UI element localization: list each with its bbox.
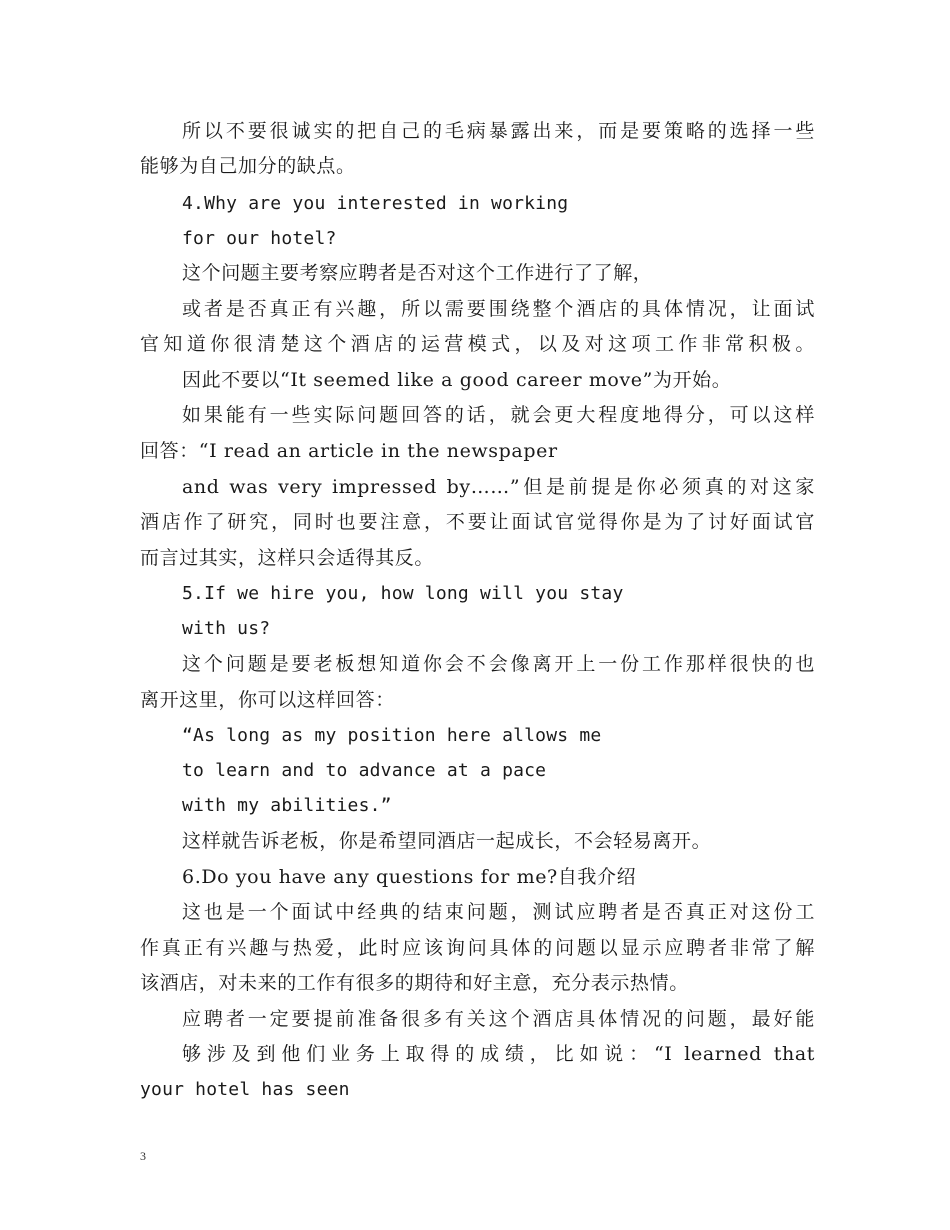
- paragraph-line: 够涉及到他们业务上取得的成绩，比如说：“I learned that: [182, 1043, 815, 1065]
- question-heading: 5.If we hire you, how long will you stay: [182, 583, 624, 604]
- paragraph-line: 所以不要很诚实的把自己的毛病暴露出来，而是要策略的选择一些: [182, 120, 815, 142]
- paragraph-line: 这个问题主要考察应聘者是否对这个工作进行了了解，: [182, 262, 653, 284]
- question-heading: 4.Why are you interested in working: [182, 193, 569, 214]
- paragraph-line: 这个问题是要老板想知道你会不会像离开上一份工作那样很快的也: [182, 653, 815, 675]
- page-number: 3: [140, 1149, 146, 1163]
- paragraph-line: 这也是一个面试中经典的结束问题，测试应聘者是否真正对这份工: [182, 901, 815, 923]
- paragraph-line: 官知道你很清楚这个酒店的运营模式，以及对这项工作非常积极。: [140, 333, 815, 355]
- paragraph-line: 或者是否真正有兴趣，所以需要围绕整个酒店的具体情况，让面试: [182, 298, 815, 320]
- paragraph-line: 该酒店，对未来的工作有很多的期待和好主意，充分表示热情。: [140, 972, 689, 994]
- question-heading: for our hotel?: [182, 228, 337, 249]
- paragraph-line: 回答：“I read an article in the newspaper: [140, 440, 558, 462]
- quote-line: “As long as my position here allows me: [182, 725, 602, 746]
- paragraph-line: 因此不要以“It seemed like a good career move”为开始。: [182, 369, 732, 391]
- paragraph-line: 应聘者一定要提前准备很多有关这个酒店具体情况的问题，最好能: [182, 1008, 815, 1030]
- paragraph-line: your hotel has seen: [140, 1079, 350, 1100]
- paragraph-line: 离开这里，你可以这样回答：: [140, 689, 395, 711]
- quote-line: to learn and to advance at a pace: [182, 760, 547, 781]
- paragraph-line: 而言过其实，这样只会适得其反。: [140, 547, 435, 569]
- question-heading: 6.Do you have any questions for me?自我介绍: [182, 866, 637, 888]
- quote-line: with my abilities.”: [182, 795, 392, 816]
- paragraph-line: 能够为自己加分的缺点。: [140, 155, 356, 177]
- question-heading: with us?: [182, 618, 271, 639]
- paragraph-line: 如果能有一些实际问题回答的话，就会更大程度地得分，可以这样: [182, 404, 815, 426]
- paragraph-line: 酒店作了研究，同时也要注意，不要让面试官觉得你是为了讨好面试官: [140, 511, 815, 533]
- paragraph-line: and was very impressed by……”但是前提是你必须真的对这家: [182, 476, 815, 498]
- paragraph-line: 作真正有兴趣与热爱，此时应该询问具体的问题以显示应聘者非常了解: [140, 937, 815, 959]
- paragraph-line: 这样就告诉老板，你是希望同酒店一起成长，不会轻易离开。: [182, 830, 712, 852]
